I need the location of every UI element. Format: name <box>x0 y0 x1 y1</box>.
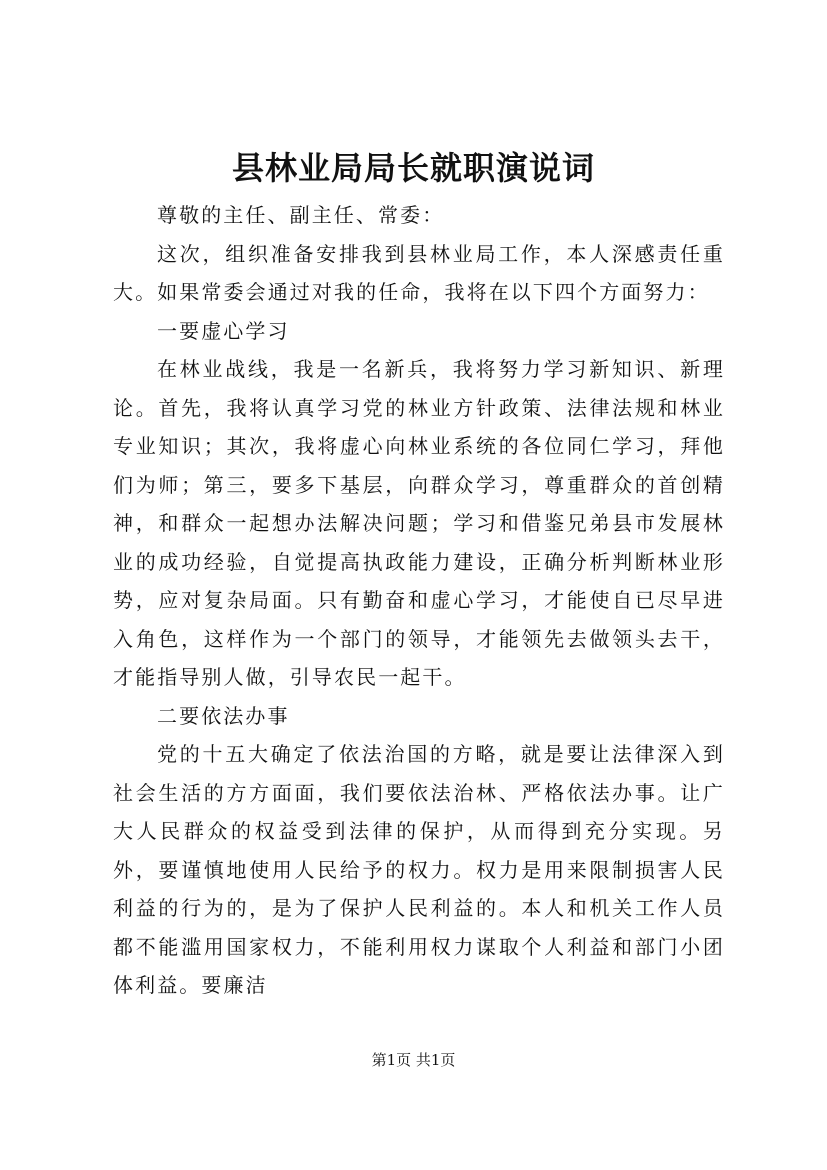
salutation-paragraph: 尊敬的主任、副主任、常委： <box>157 203 445 227</box>
section-heading-2: 二要依法办事 <box>157 703 290 728</box>
section-1-paragraph: 在林业战线，我是一名新兵，我将努力学习新知识、新理论。首先，我将认真学习党的林业方针政策、法律法规和林业专业知识；其次，我将虚心向林业系统的各位同仁学习，拜他们为师；第三，要多下基层，向群众学习，尊重群众的首创精神，和群众一起想办法解决问题；学习和借鉴兄弟县市发展林业的成功经验，自觉提高执政能力建设，正确分析判断林业形势，应对复杂局面。只有勤奋和虚心学习，才能使自已尽早进入角色，这样作为一个部门的领导，才能领先去做领头去干，才能指导别人做，引导农民一起干。 <box>113 357 725 689</box>
section-heading-1: 一要虚心学习 <box>157 318 290 343</box>
document-title: 县林业局局长就职演说词 <box>231 149 595 187</box>
section-2-paragraph: 党的十五大确定了依法治国的方略，就是要让法律深入到社会生活的方方面面，我们要依法治林、严格依法办事。让广大人民群众的权益受到法律的保护，从而得到充分实现。另外，要谨慎地使用人民给予的权力。权力是用来限制损害人民利益的行为的，是为了保护人民利益的。本人和机关工作人员都不能滥用国家权力，不能利用权力谋取个人利益和部门小团体利益。要廉洁 <box>113 742 725 997</box>
intro-paragraph: 这次，组织准备安排我到县林业局工作，本人深感责任重大。如果常委会通过对我的任命，我将在以下四个方面努力： <box>113 241 725 304</box>
document-body <box>113 196 725 1005</box>
page-footer: 第1页 共1页 <box>371 1051 456 1069</box>
